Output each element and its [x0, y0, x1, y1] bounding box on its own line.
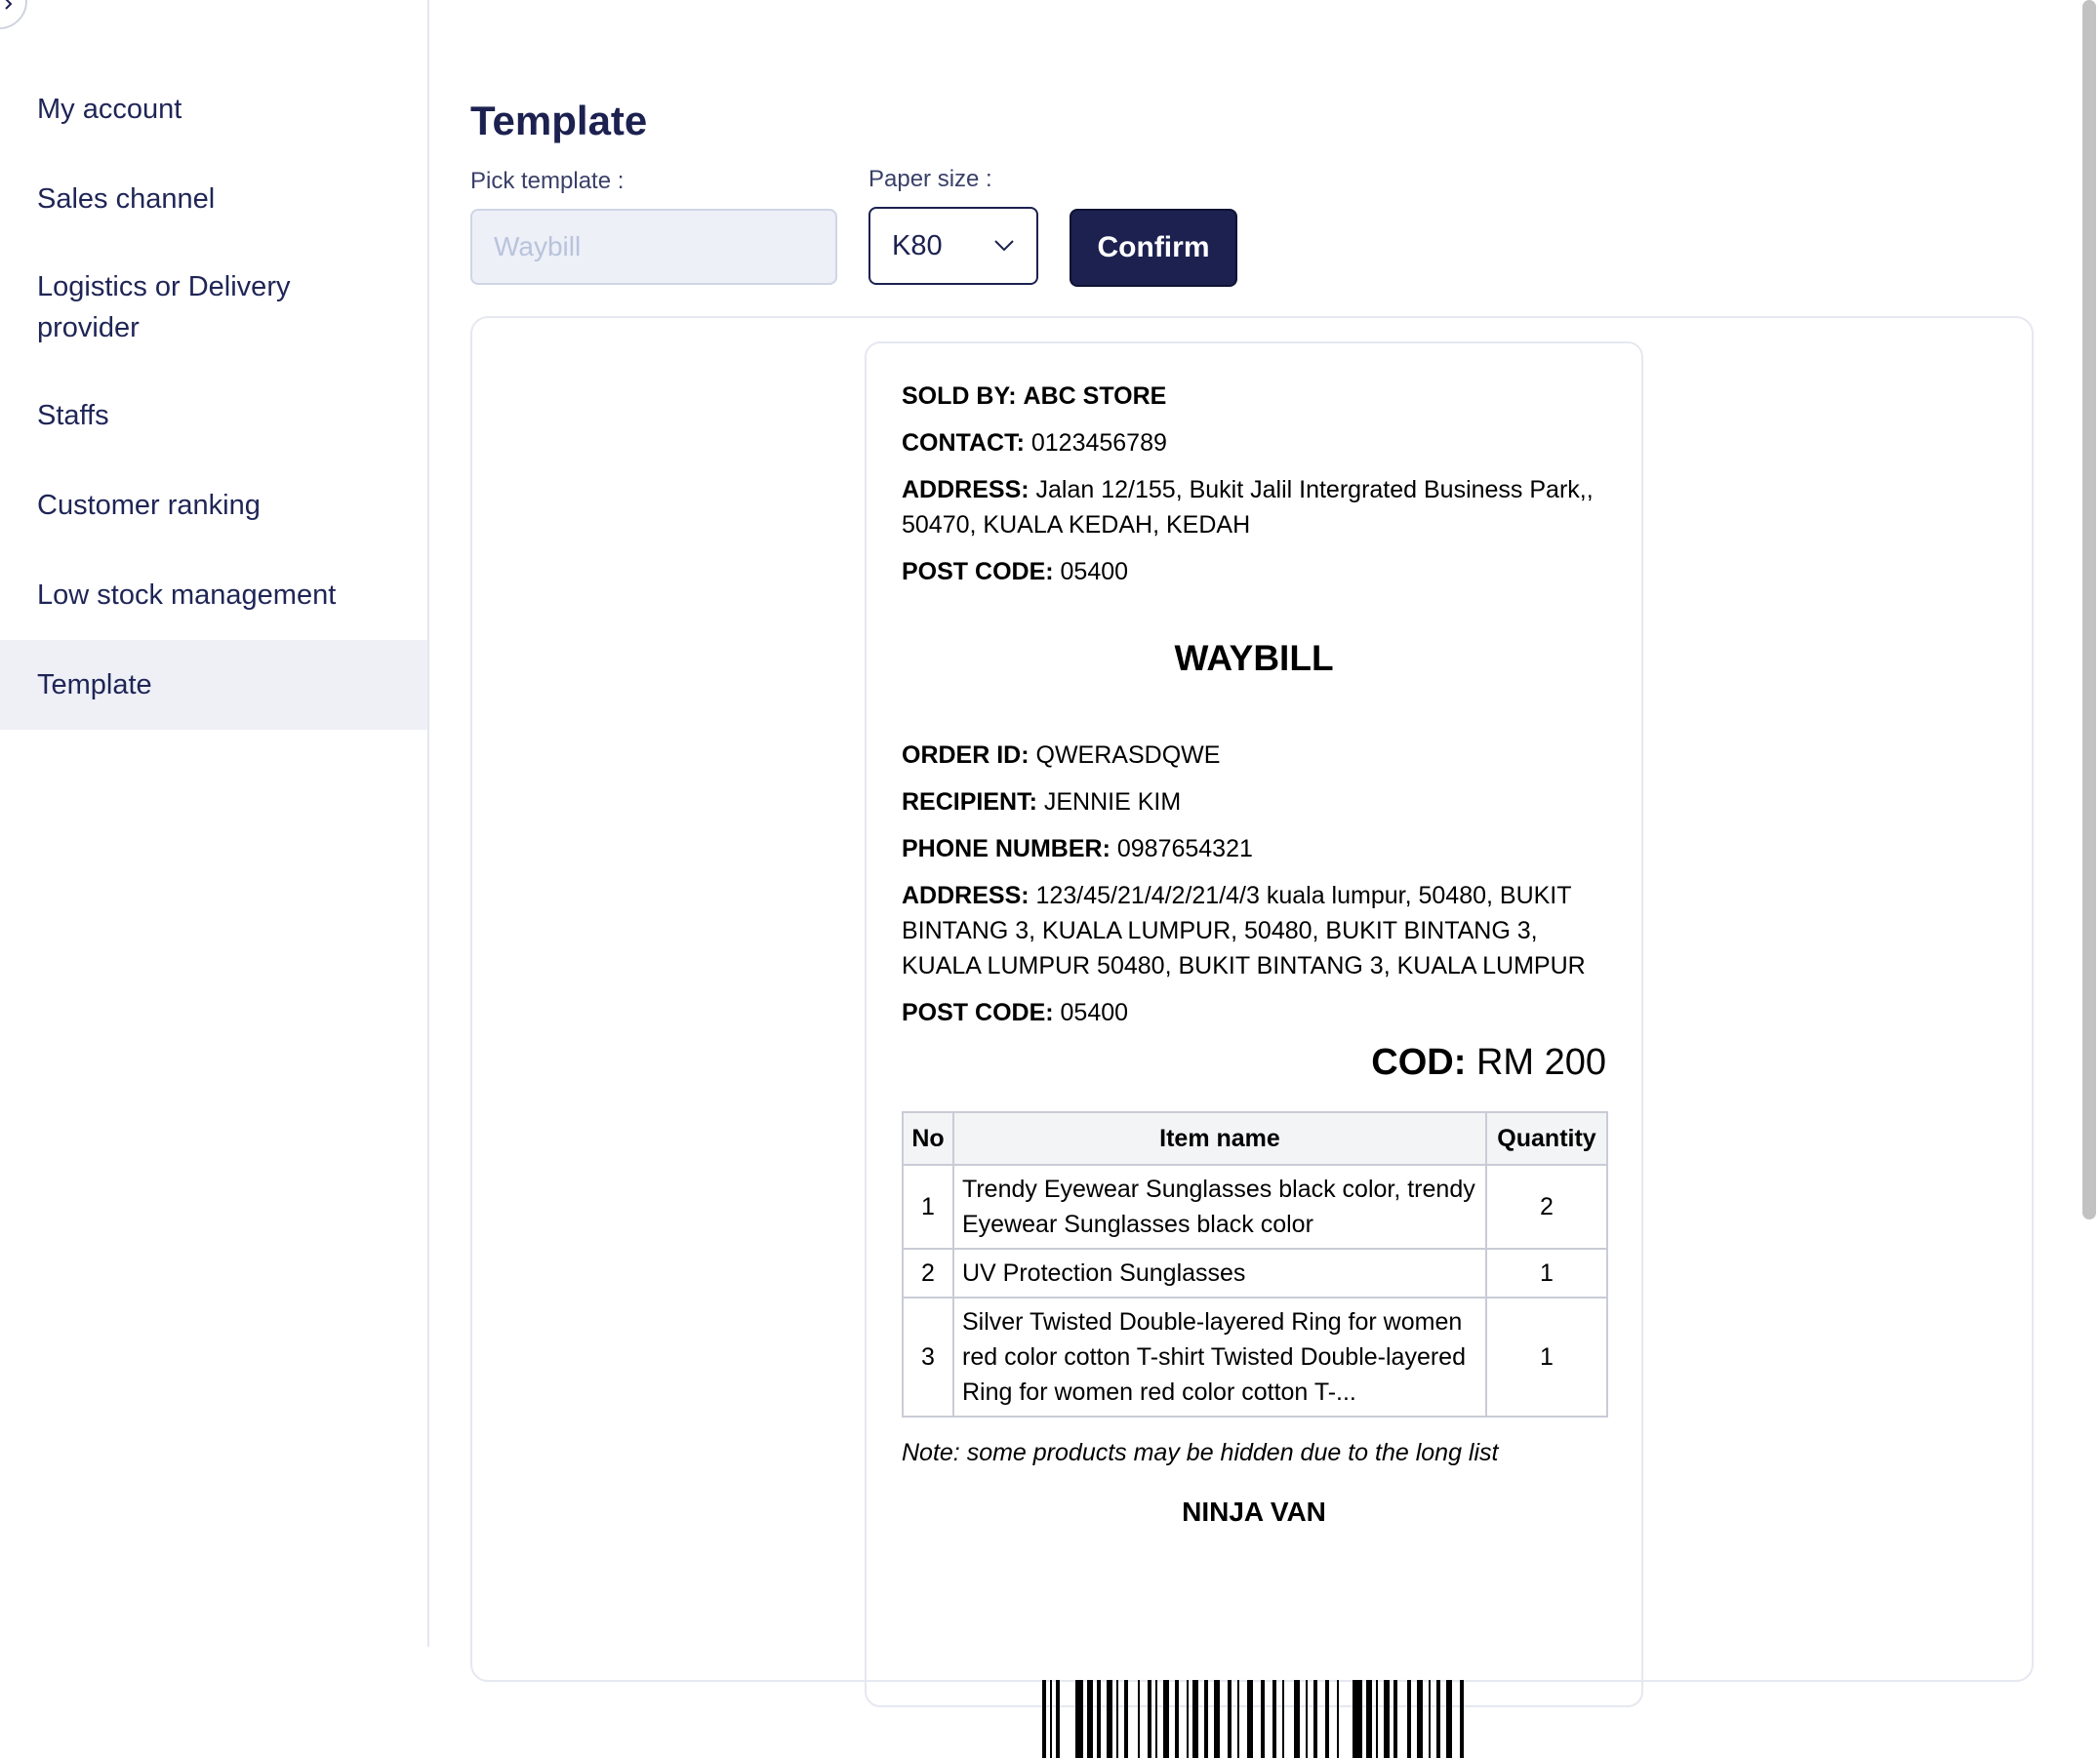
table-header-row	[903, 1112, 1607, 1165]
order-id-value: QWERASDQWE	[1035, 741, 1221, 769]
sidebar-nav	[0, 64, 427, 730]
sender-postcode-line	[902, 554, 1606, 589]
sold-by-value: ABC STORE	[1023, 382, 1167, 410]
sidebar-item-label: My account	[37, 94, 182, 125]
recipient-label: RECIPIENT:	[902, 788, 1037, 816]
sender-postcode-value: 05400	[1060, 558, 1129, 585]
recipient-address-value: 123/45/21/4/2/21/4/3 kuala lumpur, 50480, BUKIT BINTANG 3, KUALA LUMPUR, 50480, BUKIT BINTANG 3, KUALA LUMPUR 50480, BUKIT BINTANG 3, KUALA LUMPUR	[902, 882, 1586, 979]
cod-label: COD:	[1371, 1042, 1467, 1083]
contact-line	[902, 425, 1606, 460]
contact-label: CONTACT:	[902, 429, 1025, 457]
phone-label: PHONE NUMBER:	[902, 835, 1111, 862]
paper-size-value: K80	[892, 229, 943, 261]
recipient-line	[902, 784, 1606, 819]
sold-by-label: SOLD BY:	[902, 382, 1017, 410]
cell-quantity: 1	[1486, 1249, 1607, 1298]
recipient-value: JENNIE KIM	[1043, 788, 1182, 816]
recipient-postcode-line	[902, 995, 1606, 1030]
order-id-label: ORDER ID:	[902, 741, 1030, 769]
barcode-image	[1042, 1680, 1470, 1758]
page-title: Template	[470, 98, 648, 143]
sidebar-item-label: Low stock management	[37, 579, 337, 611]
cod-value: RM 200	[1475, 1042, 1606, 1083]
cell-item-name: Trendy Eyewear Sunglasses black color, trendy Eyewear Sunglasses black color	[953, 1165, 1486, 1249]
recipient-postcode-value: 05400	[1060, 999, 1129, 1026]
scrollbar-thumb[interactable]	[2082, 0, 2096, 1219]
column-header-quantity: Quantity	[1486, 1112, 1607, 1165]
pick-template-placeholder: Waybill	[494, 231, 582, 261]
table-row	[903, 1249, 1607, 1298]
table-row	[903, 1298, 1607, 1417]
column-header-no: No	[903, 1112, 953, 1165]
cell-quantity: 2	[1486, 1165, 1607, 1249]
sidebar-item-label: Staffs	[37, 400, 109, 431]
sidebar-item-customer-ranking[interactable]	[0, 460, 427, 550]
hidden-products-note: Note: some products may be hidden due to the long list	[902, 1439, 1499, 1466]
cell-no: 1	[903, 1165, 953, 1249]
sidebar-item-logistics[interactable]	[0, 244, 427, 371]
sidebar	[0, 0, 429, 1647]
sender-postcode-label: POST CODE:	[902, 558, 1054, 585]
sold-by-line	[902, 379, 1606, 414]
sidebar-item-template[interactable]	[0, 640, 427, 730]
confirm-button[interactable]: Confirm	[1070, 209, 1237, 287]
main-content	[470, 0, 2071, 1647]
order-id-line	[902, 738, 1606, 773]
column-header-item-name: Item name	[953, 1112, 1486, 1165]
cod-amount	[902, 1042, 1606, 1084]
chevron-down-icon	[993, 239, 1015, 253]
sender-address-line	[902, 472, 1606, 542]
cell-item-name: Silver Twisted Double-layered Ring for women red color cotton T-shirt Twisted Double-layered Ring for women red color cotton T-...	[953, 1298, 1486, 1417]
sidebar-collapse-button[interactable]	[0, 0, 27, 29]
waybill-title: WAYBILL	[1174, 638, 1334, 678]
table-row	[903, 1165, 1607, 1249]
paper-size-select[interactable]	[868, 207, 1038, 285]
sidebar-item-staffs[interactable]	[0, 371, 427, 460]
cell-item-name: UV Protection Sunglasses	[953, 1249, 1486, 1298]
sidebar-item-low-stock[interactable]	[0, 550, 427, 640]
recipient-address-line	[902, 878, 1606, 983]
waybill-document	[865, 341, 1643, 1707]
pick-template-label: Pick template :	[470, 168, 625, 194]
cell-no: 3	[903, 1298, 953, 1417]
pick-template-input[interactable]	[470, 209, 837, 285]
sidebar-item-sales-channel[interactable]	[0, 154, 427, 244]
sidebar-item-label: Template	[37, 669, 152, 700]
sender-address-value: Jalan 12/155, Bukit Jalil Intergrated Business Park,, 50470, KUALA KEDAH, KEDAH	[902, 476, 1594, 539]
sender-address-label: ADDRESS:	[902, 476, 1030, 503]
items-table	[902, 1111, 1608, 1418]
cell-quantity: 1	[1486, 1298, 1607, 1417]
recipient-postcode-label: POST CODE:	[902, 999, 1054, 1026]
contact-value: 0123456789	[1030, 429, 1167, 457]
phone-line	[902, 831, 1606, 866]
sidebar-item-my-account[interactable]	[0, 64, 427, 154]
carrier-name: NINJA VAN	[1182, 1497, 1326, 1527]
chevron-right-icon	[4, 0, 16, 10]
phone-value: 0987654321	[1116, 835, 1253, 862]
template-preview	[470, 316, 2034, 1682]
paper-size-label: Paper size :	[868, 166, 992, 192]
sidebar-item-label: Sales channel	[37, 183, 216, 215]
sidebar-item-label: Customer ranking	[37, 490, 261, 521]
recipient-address-label: ADDRESS:	[902, 882, 1030, 909]
sidebar-item-label: Logistics or Delivery provider	[37, 271, 291, 343]
cell-no: 2	[903, 1249, 953, 1298]
